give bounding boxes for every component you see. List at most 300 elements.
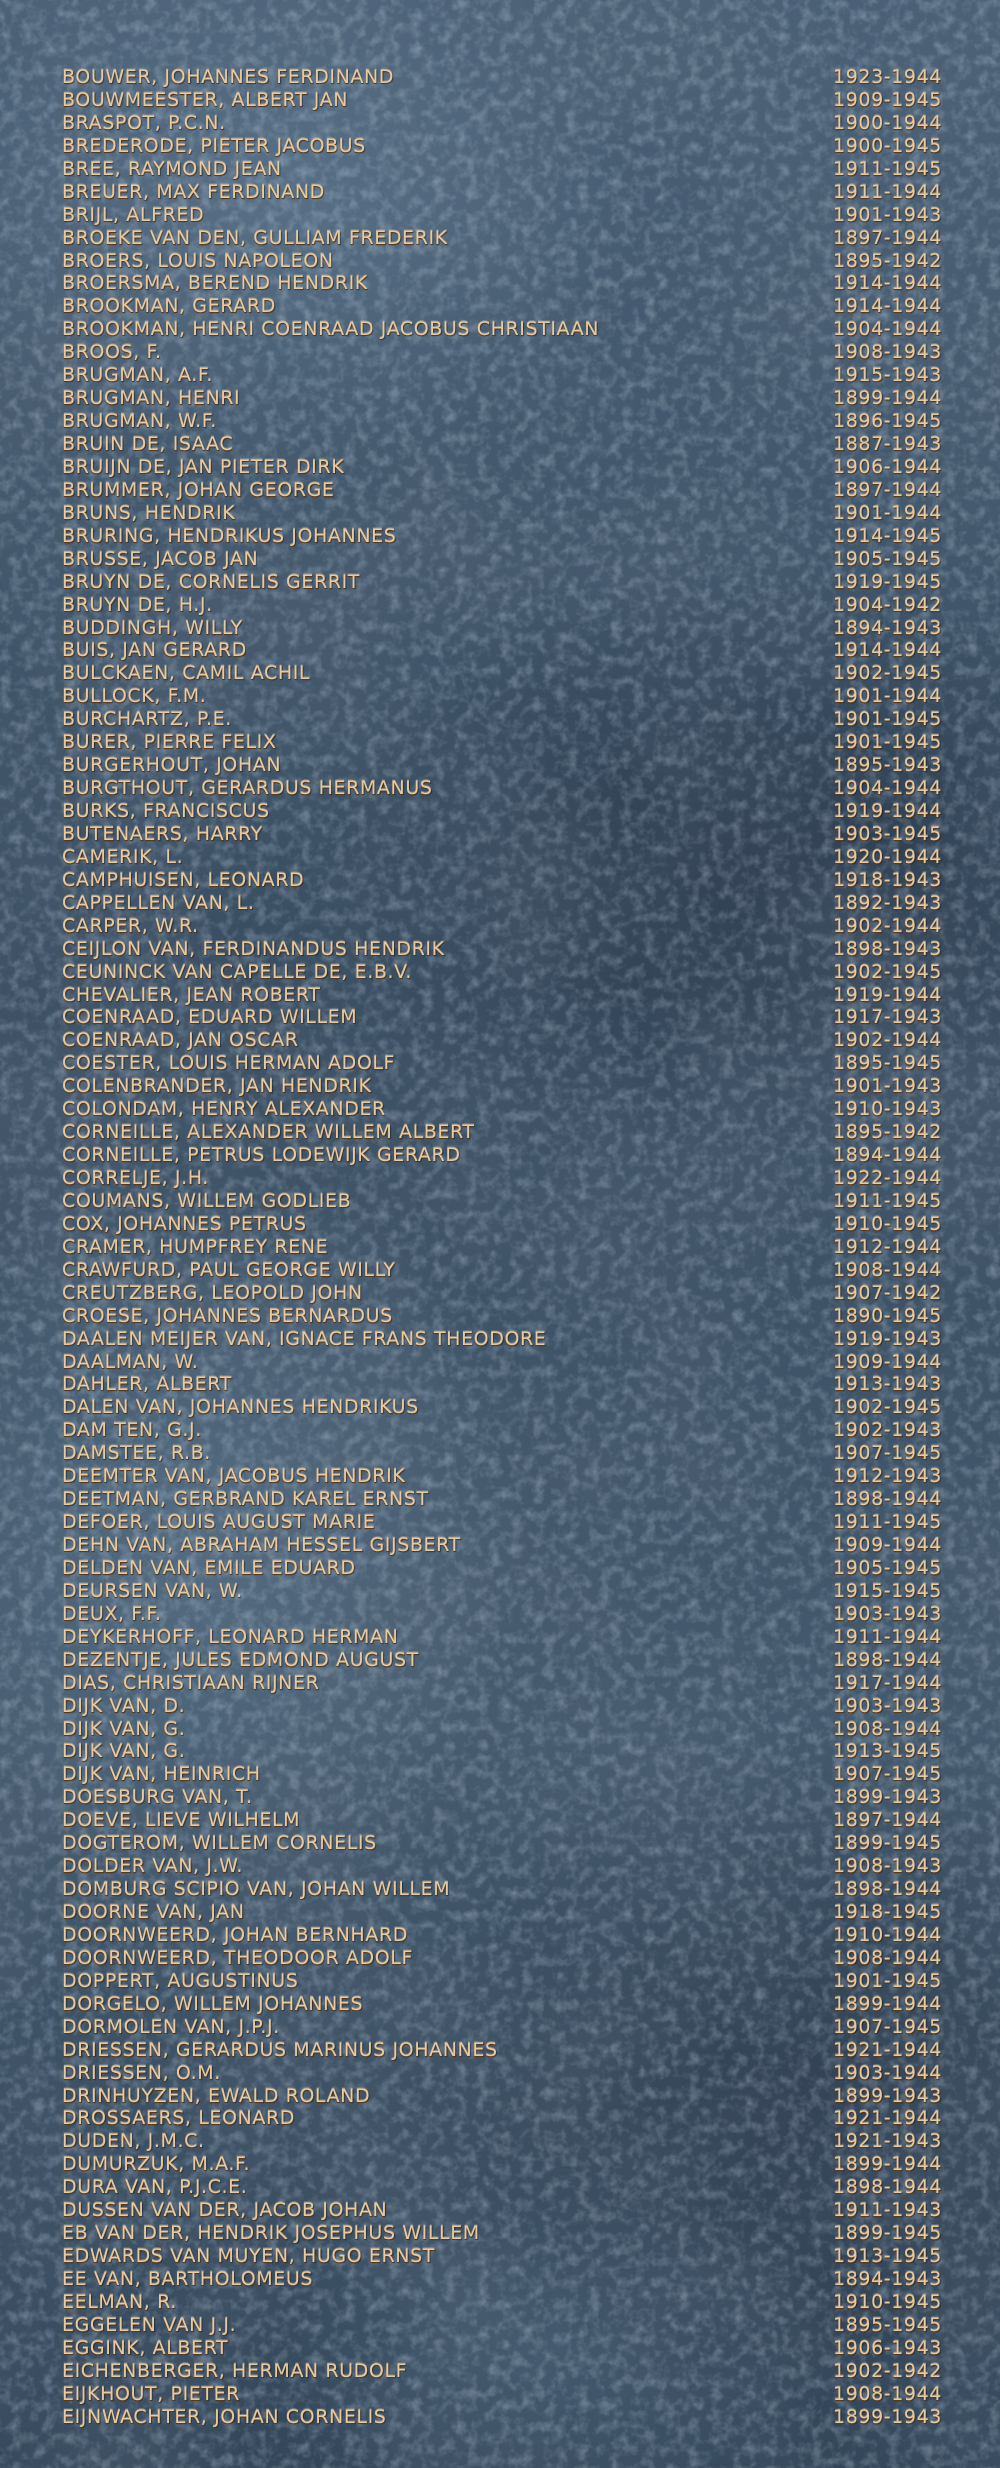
entry-years: 1894-1943 [833, 616, 942, 639]
entry-name: CHEVALIER, JEAN ROBERT [62, 983, 321, 1006]
entry-name: DORGELO, WILLEM JOHANNES [62, 1992, 364, 2015]
name-entry [62, 2085, 942, 2108]
name-entry [62, 250, 942, 273]
name-entry [62, 915, 942, 938]
name-entry [62, 548, 942, 571]
entry-years: 1918-1943 [833, 868, 942, 891]
entry-name: BROERSMA, BEREND HENDRIK [62, 272, 368, 295]
entry-years: 1913-1945 [833, 2245, 942, 2268]
entry-years: 1903-1944 [833, 2061, 942, 2084]
name-entry [62, 1098, 942, 1121]
name-entry [62, 364, 942, 387]
entry-name: DEUX, F.F. [62, 1602, 162, 1625]
name-entry [62, 181, 942, 204]
entry-years: 1894-1944 [833, 1144, 942, 1167]
entry-years: 1911-1944 [833, 180, 942, 203]
entry-name: DEURSEN VAN, W. [62, 1579, 243, 1602]
entry-name: DEETMAN, GERBRAND KAREL ERNST [62, 1488, 429, 1511]
entry-name: COESTER, LOUIS HERMAN ADOLF [62, 1052, 396, 1075]
name-entry [62, 2360, 942, 2383]
entry-name: BRIJL, ALFRED [62, 203, 205, 226]
entry-name: BUTENAERS, HARRY [62, 822, 263, 845]
name-entry [62, 1970, 942, 1993]
entry-years: 1904-1944 [833, 318, 942, 341]
entry-name: DOPPERT, AUGUSTINUS [62, 1969, 299, 1992]
entry-name: CRAWFURD, PAUL GEORGE WILLY [62, 1258, 396, 1281]
name-entry [62, 318, 942, 341]
name-entry [62, 204, 942, 227]
entry-years: 1887-1943 [833, 433, 942, 455]
entry-name: CEUNINCK VAN CAPELLE DE, E.B.V. [62, 960, 412, 983]
entry-name: COENRAAD, EDUARD WILLEM [62, 1006, 358, 1029]
entry-name: BOUWMEESTER, ALBERT JAN [62, 88, 349, 111]
entry-years: 1915-1945 [833, 1579, 942, 1602]
entry-name: CORNEILLE, PETRUS LODEWIJK GERARD [62, 1144, 461, 1167]
entry-name: BREDERODE, PIETER JACOBUS [62, 134, 366, 157]
entry-name: BURGERHOUT, JOHAN [62, 754, 282, 777]
name-entry [62, 1809, 942, 1832]
entry-name: BROOKMAN, HENRI COENRAAD JACOBUS CHRISTIAAN [62, 318, 600, 341]
entry-name: EB VAN DER, HENDRIK JOSEPHUS WILLEM [62, 2222, 480, 2245]
name-entry [62, 1649, 942, 1672]
name-entry [62, 1121, 942, 1144]
name-entry [62, 938, 942, 961]
entry-years: 1910-1945 [833, 1212, 942, 1235]
entry-years: 1911-1944 [833, 1625, 942, 1648]
entry-years: 1915-1943 [833, 364, 942, 387]
entry-years: 1902-1944 [833, 914, 942, 937]
entry-name: DRIESSEN, O.M. [62, 2061, 221, 2084]
entry-name: DEEMTER VAN, JACOBUS HENDRIK [62, 1465, 406, 1488]
name-entry [62, 731, 942, 754]
entry-name: BRUMMER, JOHAN GEORGE [62, 478, 335, 501]
entry-years: 1902-1942 [833, 2359, 942, 2382]
name-entry [62, 685, 942, 708]
name-entry [62, 1328, 942, 1351]
name-entry [62, 2062, 942, 2085]
entry-years: 1909-1945 [833, 88, 942, 111]
entry-name: BRUYN DE, CORNELIS GERRIT [62, 570, 360, 593]
entry-name: BREUER, MAX FERDINAND [62, 180, 325, 203]
entry-years: 1907-1945 [833, 1763, 942, 1786]
name-entry [62, 1993, 942, 2016]
entry-years: 1908-1944 [833, 2382, 942, 2405]
entry-name: DOESBURG VAN, T. [62, 1786, 253, 1809]
entry-years: 1899-1944 [833, 2153, 942, 2176]
entry-name: CREUTZBERG, LEOPOLD JOHN [62, 1281, 363, 1304]
name-entry [62, 1236, 942, 1259]
entry-name: DOMBURG SCIPIO VAN, JOHAN WILLEM [62, 1878, 451, 1901]
entry-years: 1913-1943 [833, 1373, 942, 1396]
entry-years: 1899-1945 [833, 1832, 942, 1855]
entry-name: DROSSAERS, LEONARD [62, 2107, 295, 2130]
name-entry [62, 295, 942, 318]
entry-years: 1902-1945 [833, 662, 942, 685]
entry-name: DEYKERHOFF, LEONARD HERMAN [62, 1625, 399, 1648]
entry-years: 1900-1945 [833, 134, 942, 157]
entry-years: 1902-1944 [833, 1029, 942, 1052]
entry-name: DAALMAN, W. [62, 1350, 199, 1373]
entry-name: DIJK VAN, D. [62, 1694, 186, 1717]
name-entry [62, 961, 942, 984]
name-entry [62, 1006, 942, 1029]
name-entry [62, 1947, 942, 1970]
name-entry [62, 479, 942, 502]
entry-years: 1899-1943 [833, 2084, 942, 2107]
entry-name: EE VAN, BARTHOLOMEUS [62, 2268, 314, 2290]
entry-years: 1901-1944 [833, 501, 942, 524]
entry-years: 1895-1942 [833, 1121, 942, 1144]
entry-name: DORMOLEN VAN, J.P.J. [62, 2015, 280, 2038]
entry-years: 1911-1945 [833, 1189, 942, 1212]
entry-name: DOORNWEERD, JOHAN BERNHARD [62, 1923, 408, 1946]
entry-years: 1903-1943 [833, 1694, 942, 1717]
entry-name: BRASPOT, P.C.N. [62, 111, 226, 134]
entry-name: DALEN VAN, JOHANNES HENDRIKUS [62, 1396, 419, 1419]
entry-name: EGGINK, ALBERT [62, 2336, 229, 2359]
entry-name: BRUYN DE, H.J. [62, 593, 213, 616]
name-entry [62, 1580, 942, 1603]
name-entry [62, 387, 942, 410]
name-entry [62, 1924, 942, 1947]
name-entry [62, 112, 942, 135]
name-entry [62, 892, 942, 915]
entry-years: 1914-1944 [833, 272, 942, 295]
entry-name: DIAS, CHRISTIAAN RIJNER [62, 1671, 320, 1694]
entry-name: EIJNWACHTER, JOHAN CORNELIS [62, 2405, 387, 2428]
name-entry [62, 823, 942, 846]
name-entry [62, 2337, 942, 2360]
name-entry [62, 2199, 942, 2222]
entry-name: DUMURZUK, M.A.F. [62, 2153, 251, 2176]
entry-years: 1899-1944 [833, 1992, 942, 2015]
name-entry [62, 1786, 942, 1809]
entry-years: 1919-1943 [833, 1327, 942, 1350]
entry-name: BRUGMAN, A.F. [62, 364, 213, 387]
name-entry [62, 2222, 942, 2245]
entry-name: BRUIJN DE, JAN PIETER DIRK [62, 455, 345, 478]
name-entry [62, 571, 942, 594]
entry-years: 1911-1945 [833, 157, 942, 180]
name-entry [62, 2039, 942, 2062]
entry-name: DRINHUYZEN, EWALD ROLAND [62, 2084, 371, 2107]
entry-name: DEHN VAN, ABRAHAM HESSEL GIJSBERT [62, 1534, 461, 1556]
entry-years: 1914-1945 [833, 524, 942, 547]
name-entry [62, 594, 942, 617]
entry-name: BRUSSE, JACOB JAN [62, 547, 259, 570]
entry-years: 1907-1942 [833, 1281, 942, 1304]
entry-name: BUIS, JAN GERARD [62, 639, 247, 662]
entry-years: 1907-1945 [833, 2015, 942, 2038]
entry-years: 1912-1943 [833, 1465, 942, 1488]
name-entry [62, 1351, 942, 1374]
entry-years: 1902-1943 [833, 1419, 942, 1442]
entry-name: BURKS, FRANCISCUS [62, 800, 270, 822]
entry-name: CAMERIK, L. [62, 845, 184, 868]
name-entry [62, 525, 942, 548]
entry-name: DOEVE, LIEVE WILHELM [62, 1809, 301, 1832]
name-entry [62, 1442, 942, 1465]
name-entry [62, 1626, 942, 1649]
entry-years: 1901-1945 [833, 731, 942, 754]
entry-years: 1908-1944 [833, 1946, 942, 1969]
name-entry [62, 341, 942, 364]
entry-years: 1895-1943 [833, 754, 942, 777]
entry-name: DELDEN VAN, EMILE EDUARD [62, 1556, 356, 1579]
entry-years: 1923-1944 [833, 66, 942, 88]
entry-name: DAHLER, ALBERT [62, 1373, 232, 1396]
name-entry [62, 1213, 942, 1236]
entry-years: 1898-1944 [833, 1878, 942, 1901]
entry-years: 1909-1944 [833, 1534, 942, 1556]
name-entry [62, 66, 942, 89]
entry-years: 1901-1945 [833, 1969, 942, 1992]
entry-name: BROOKMAN, GERARD [62, 295, 276, 318]
entry-years: 1921-1944 [833, 2107, 942, 2130]
entry-name: CROESE, JOHANNES BERNARDUS [62, 1304, 393, 1327]
name-entry [62, 2016, 942, 2039]
entry-name: BOUWER, JOHANNES FERDINAND [62, 66, 395, 88]
entry-years: 1904-1942 [833, 593, 942, 616]
entry-name: DOORNWEERD, THEODOOR ADOLF [62, 1946, 413, 1969]
name-entry [62, 1603, 942, 1626]
name-entry [62, 158, 942, 181]
name-entry [62, 2130, 942, 2153]
entry-name: BROOS, F. [62, 341, 162, 364]
entry-name: COENRAAD, JAN OSCAR [62, 1029, 299, 1052]
entry-name: EDWARDS VAN MUYEN, HUGO ERNST [62, 2245, 435, 2268]
name-entry [62, 617, 942, 640]
name-entry [62, 846, 942, 869]
entry-name: EIJKHOUT, PIETER [62, 2382, 240, 2405]
entry-years: 1895-1942 [833, 249, 942, 272]
entry-name: DUSSEN VAN DER, JACOB JOHAN [62, 2199, 388, 2222]
entry-name: DIJK VAN, G. [62, 1717, 186, 1740]
entry-name: CRAMER, HUMPFREY RENE [62, 1235, 329, 1258]
entry-name: DIJK VAN, G. [62, 1740, 186, 1763]
entry-years: 1892-1943 [833, 891, 942, 914]
name-entry [62, 754, 942, 777]
name-entry [62, 410, 942, 433]
entry-years: 1918-1945 [833, 1901, 942, 1923]
name-entry [62, 984, 942, 1007]
name-entry [62, 1740, 942, 1763]
entry-name: DURA VAN, P.J.C.E. [62, 2176, 248, 2199]
entry-years: 1920-1944 [833, 845, 942, 868]
entry-years: 1911-1943 [833, 2199, 942, 2222]
entry-years: 1902-1945 [833, 1396, 942, 1419]
entry-name: BURCHARTZ, P.E. [62, 708, 232, 731]
entry-years: 1914-1944 [833, 295, 942, 318]
entry-years: 1900-1944 [833, 111, 942, 134]
entry-years: 1912-1944 [833, 1235, 942, 1258]
entry-name: DEZENTJE, JULES EDMOND AUGUST [62, 1648, 419, 1671]
entry-name: BROERS, LOUIS NAPOLEON [62, 249, 334, 272]
entry-years: 1908-1944 [833, 1717, 942, 1740]
name-entry [62, 1029, 942, 1052]
entry-years: 1908-1943 [833, 1855, 942, 1878]
entry-years: 1897-1944 [833, 226, 942, 249]
name-entry [62, 639, 942, 662]
name-entry [62, 1511, 942, 1534]
entry-name: COX, JOHANNES PETRUS [62, 1212, 307, 1235]
name-entry [62, 1282, 942, 1305]
name-entry [62, 502, 942, 525]
entry-years: 1905-1945 [833, 1556, 942, 1579]
entry-years: 1906-1944 [833, 455, 942, 478]
entry-name: CORRELJE, J.H. [62, 1167, 209, 1189]
entry-name: BULLOCK, F.M. [62, 685, 207, 708]
name-entry [62, 1075, 942, 1098]
entry-years: 1903-1945 [833, 822, 942, 845]
entry-name: DEFOER, LOUIS AUGUST MARIE [62, 1511, 376, 1534]
entry-years: 1898-1944 [833, 1488, 942, 1511]
entry-name: COUMANS, WILLEM GODLIEB [62, 1189, 352, 1212]
entry-years: 1902-1945 [833, 960, 942, 983]
entry-years: 1917-1944 [833, 1671, 942, 1694]
entry-years: 1899-1943 [833, 2405, 942, 2428]
entry-years: 1897-1944 [833, 1809, 942, 1832]
name-entry [62, 2268, 942, 2291]
entry-name: DUDEN, J.M.C. [62, 2130, 205, 2153]
name-entry [62, 708, 942, 731]
entry-years: 1921-1943 [833, 2130, 942, 2153]
entry-years: 1910-1944 [833, 1923, 942, 1946]
name-entry [62, 433, 942, 456]
name-entry [62, 800, 942, 823]
entry-name: DIJK VAN, HEINRICH [62, 1763, 261, 1786]
name-entry [62, 1190, 942, 1213]
entry-name: CAMPHUISEN, LEONARD [62, 868, 305, 891]
entry-years: 1921-1944 [833, 2038, 942, 2061]
entry-name: DAALEN MEIJER VAN, IGNACE FRANS THEODORE [62, 1327, 547, 1350]
entry-years: 1919-1944 [833, 983, 942, 1006]
entry-years: 1907-1945 [833, 1442, 942, 1465]
name-entry [62, 1167, 942, 1190]
entry-name: COLONDAM, HENRY ALEXANDER [62, 1098, 386, 1121]
name-entry [62, 2406, 942, 2429]
entry-years: 1898-1943 [833, 937, 942, 960]
entry-name: BRUIN DE, ISAAC [62, 433, 234, 455]
entry-years: 1908-1943 [833, 341, 942, 364]
name-entry [62, 1373, 942, 1396]
entry-name: BURGTHOUT, GERARDUS HERMANUS [62, 777, 433, 800]
name-entry [62, 1832, 942, 1855]
entry-name: COLENBRANDER, JAN HENDRIK [62, 1075, 372, 1098]
entry-years: 1898-1944 [833, 1648, 942, 1671]
name-entry [62, 227, 942, 250]
entry-years: 1909-1944 [833, 1350, 942, 1373]
entry-years: 1899-1944 [833, 387, 942, 410]
entry-years: 1899-1945 [833, 2222, 942, 2245]
names-list [62, 66, 942, 2429]
entry-name: CEIJLON VAN, FERDINANDUS HENDRIK [62, 937, 445, 960]
entry-years: 1890-1945 [833, 1304, 942, 1327]
name-entry [62, 456, 942, 479]
name-entry [62, 2176, 942, 2199]
entry-name: BULCKAEN, CAMIL ACHIL [62, 662, 311, 685]
entry-years: 1919-1945 [833, 570, 942, 593]
name-entry [62, 869, 942, 892]
entry-years: 1903-1943 [833, 1602, 942, 1625]
entry-years: 1897-1944 [833, 478, 942, 501]
entry-years: 1901-1945 [833, 708, 942, 731]
entry-years: 1911-1945 [833, 1511, 942, 1534]
entry-name: BRUNS, HENDRIK [62, 501, 236, 524]
entry-name: BURER, PIERRE FELIX [62, 731, 277, 754]
name-entry [62, 1259, 942, 1282]
name-entry [62, 1534, 942, 1557]
entry-years: 1906-1943 [833, 2336, 942, 2359]
entry-name: DOORNE VAN, JAN [62, 1901, 245, 1923]
name-entry [62, 1557, 942, 1580]
name-entry [62, 1901, 942, 1924]
entry-years: 1908-1944 [833, 1258, 942, 1281]
entry-years: 1896-1945 [833, 410, 942, 433]
entry-years: 1905-1945 [833, 547, 942, 570]
entry-years: 1899-1943 [833, 1786, 942, 1809]
name-entry [62, 1396, 942, 1419]
name-entry [62, 1052, 942, 1075]
entry-years: 1917-1943 [833, 1006, 942, 1029]
entry-name: DAMSTEE, R.B. [62, 1442, 211, 1465]
name-entry [62, 1878, 942, 1901]
entry-years: 1910-1943 [833, 1098, 942, 1121]
entry-name: BREE, RAYMOND JEAN [62, 157, 282, 180]
name-entry [62, 662, 942, 685]
name-entry [62, 1488, 942, 1511]
name-entry [62, 2314, 942, 2337]
entry-name: BRUGMAN, W.F. [62, 410, 217, 433]
name-entry [62, 2245, 942, 2268]
entry-years: 1901-1944 [833, 685, 942, 708]
name-entry [62, 1305, 942, 1328]
name-entry [62, 272, 942, 295]
entry-name: CARPER, W.R. [62, 914, 199, 937]
entry-name: BRURING, HENDRIKUS JOHANNES [62, 524, 397, 547]
name-entry [62, 1419, 942, 1442]
entry-name: BRUGMAN, HENRI [62, 387, 241, 410]
entry-years: 1901-1943 [833, 203, 942, 226]
entry-years: 1898-1944 [833, 2176, 942, 2199]
name-entry [62, 135, 942, 158]
name-entry [62, 1718, 942, 1741]
entry-years: 1901-1943 [833, 1075, 942, 1098]
name-entry [62, 2291, 942, 2314]
entry-name: BUDDINGH, WILLY [62, 616, 243, 639]
entry-name: DAM TEN, G.J. [62, 1419, 202, 1442]
entry-name: CORNEILLE, ALEXANDER WILLEM ALBERT [62, 1121, 475, 1144]
name-entry [62, 1144, 942, 1167]
entry-years: 1904-1944 [833, 777, 942, 800]
entry-name: EELMAN, R. [62, 2290, 177, 2313]
name-entry [62, 2383, 942, 2406]
name-entry [62, 2153, 942, 2176]
entry-name: EICHENBERGER, HERMAN RUDOLF [62, 2359, 408, 2382]
entry-name: EGGELEN VAN J.J. [62, 2313, 237, 2336]
name-entry [62, 1672, 942, 1695]
entry-name: CAPPELLEN VAN, L. [62, 891, 255, 914]
entry-years: 1914-1944 [833, 639, 942, 662]
entry-name: DOLDER VAN, J.W. [62, 1855, 244, 1878]
entry-name: BROEKE VAN DEN, GULLIAM FREDERIK [62, 226, 448, 249]
entry-years: 1910-1945 [833, 2290, 942, 2313]
name-entry [62, 1695, 942, 1718]
name-entry [62, 1465, 942, 1488]
name-entry [62, 2107, 942, 2130]
name-entry [62, 1855, 942, 1878]
entry-years: 1895-1945 [833, 2313, 942, 2336]
